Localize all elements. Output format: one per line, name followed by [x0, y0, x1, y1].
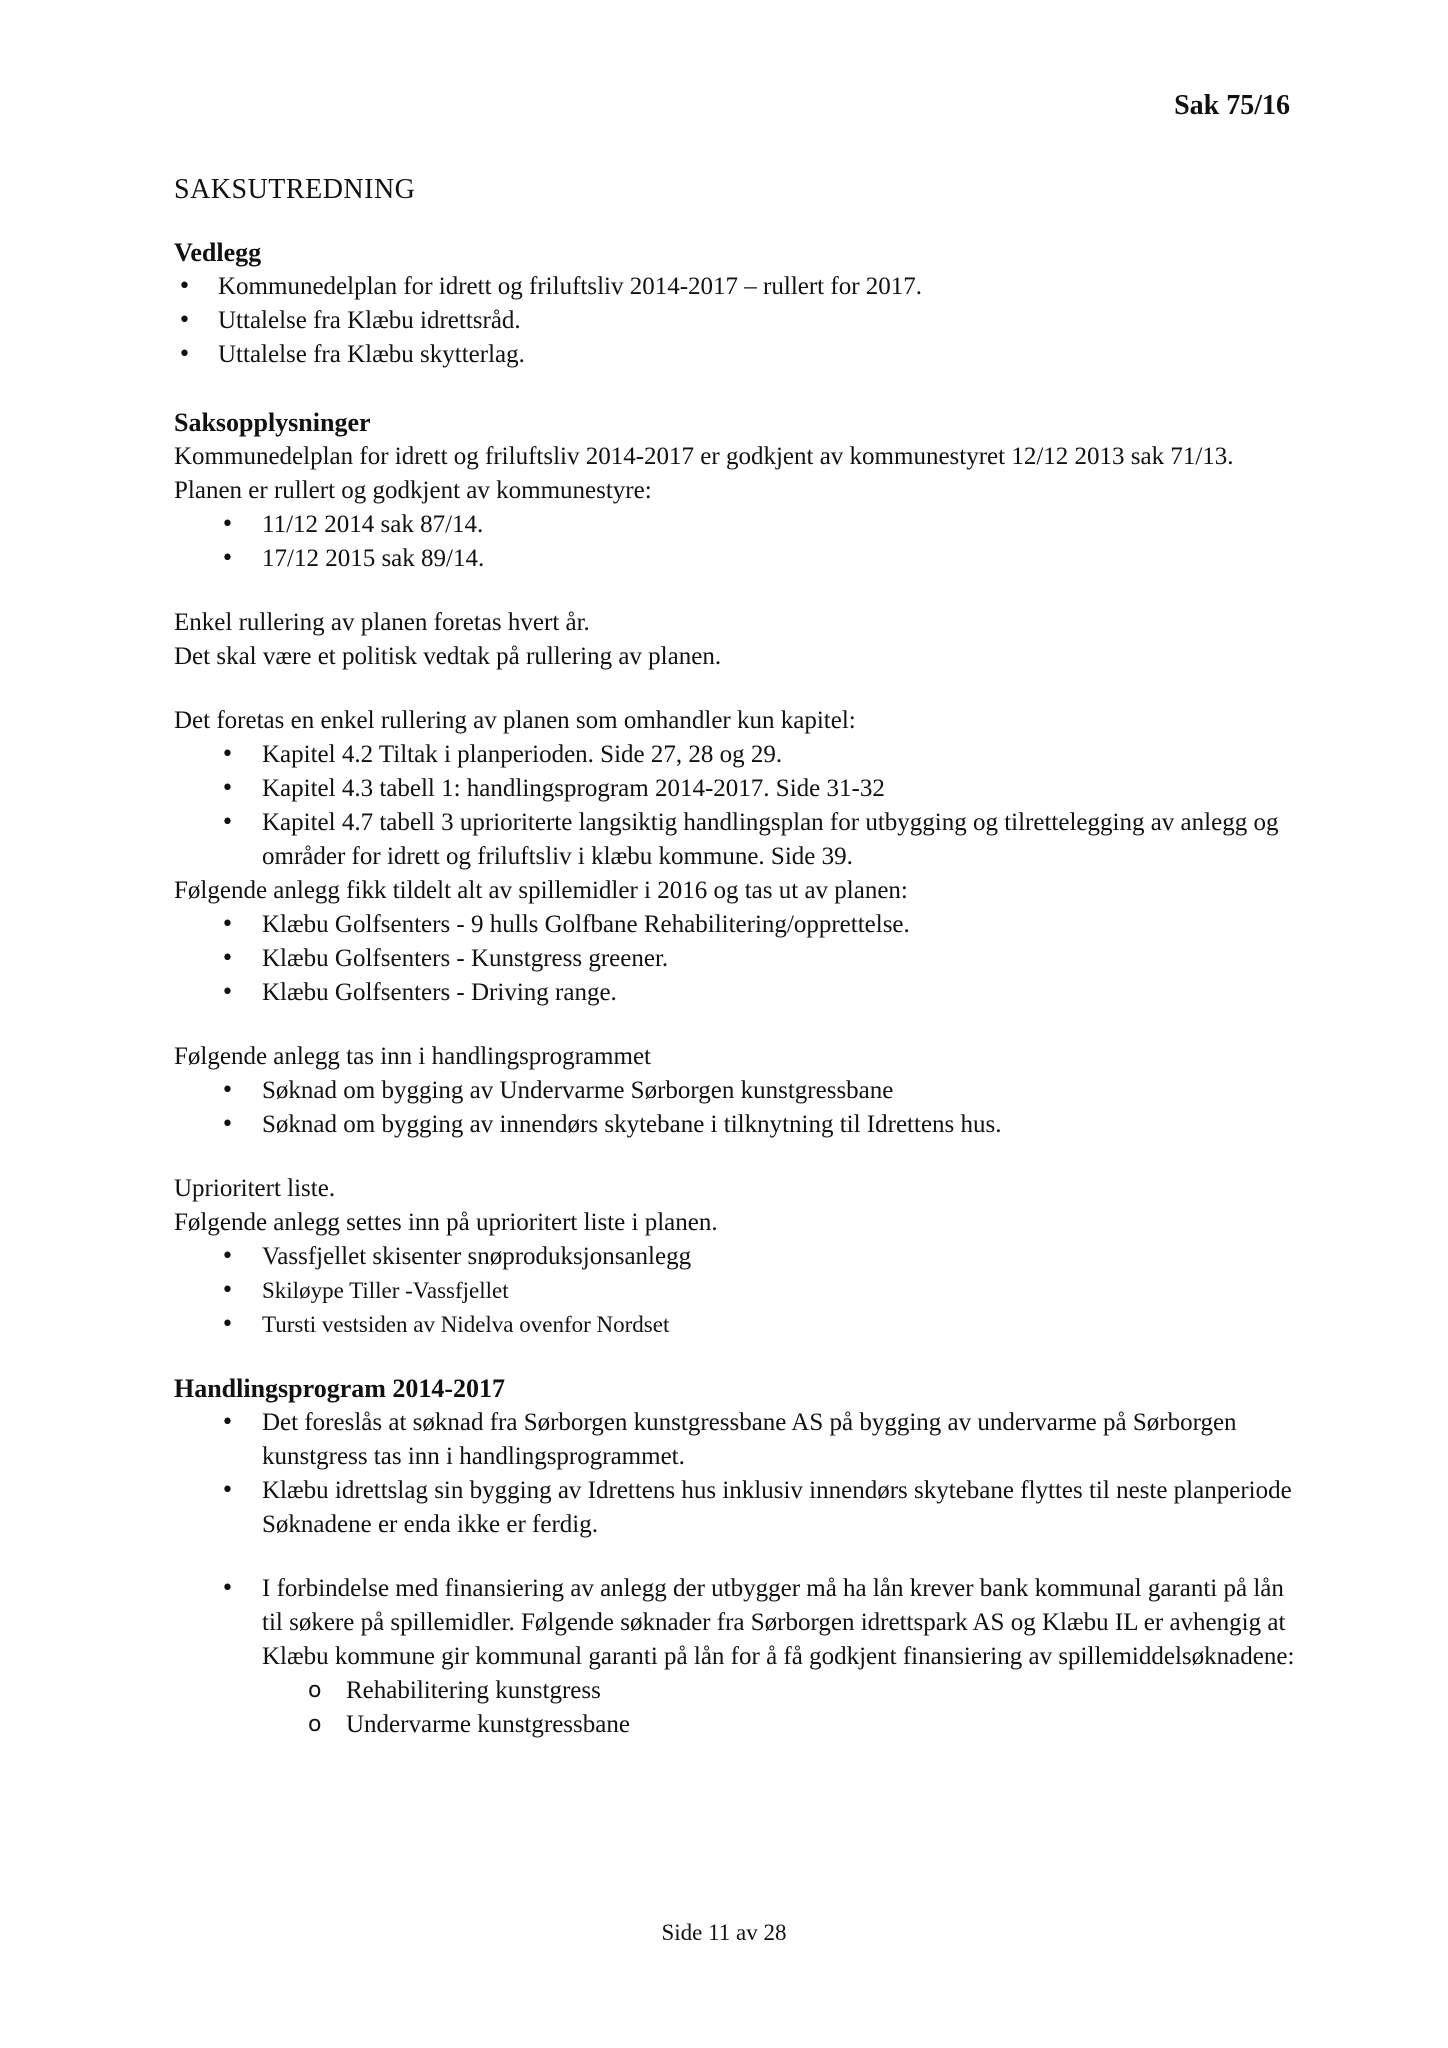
- paragraph: Enkel rullering av planen foretas hvert år.: [174, 609, 590, 636]
- handlingsprogram-heading: Handlingsprogram 2014-2017: [174, 1374, 506, 1403]
- list-item: • 11/12 2014 sak 87/14.: [174, 508, 1304, 542]
- list-item: • Kapitel 4.2 Tiltak i planperioden. Side 27, 28 og 29.: [174, 738, 1304, 772]
- list-item: • Klæbu Golfsenters - Driving range.: [174, 976, 1304, 1010]
- paragraph: Det foretas en enkel rullering av planen som omhandler kun kapitel:: [174, 707, 856, 734]
- list-item: • Søknad om bygging av Undervarme Sørborgen kunstgressbane: [174, 1074, 1304, 1108]
- paragraph: Følgende anlegg tas inn i handlingsprogrammet: [174, 1043, 651, 1070]
- list-item: • Uttalelse fra Klæbu idrettsråd.: [174, 304, 1304, 338]
- rollings-list: [174, 508, 1304, 576]
- added-list: [174, 1074, 1304, 1142]
- guarantee-sublist: [174, 1674, 1304, 1742]
- paragraph: Følgende anlegg fikk tildelt alt av spillemidler i 2016 og tas ut av planen:: [174, 877, 908, 904]
- list-item: • Tursti vestsiden av Nidelva ovenfor Nordset: [174, 1308, 1304, 1342]
- list-item: • 17/12 2015 sak 89/14.: [174, 542, 1304, 576]
- list-item: • Kapitel 4.3 tabell 1: handlingsprogram 2014-2017. Side 31-32: [174, 772, 1304, 806]
- list-item: o Undervarme kunstgressbane: [174, 1708, 1304, 1742]
- case-reference: Sak 75/16: [1174, 90, 1290, 121]
- list-item: • Klæbu idrettslag sin bygging av Idrettens hus inklusiv innendørs skytebane flyttes til neste planperiode Søknadene er enda ikke er ferdig.: [174, 1474, 1304, 1542]
- paragraph: Følgende anlegg settes inn på uprioritert liste i planen.: [174, 1209, 718, 1236]
- list-item: o Rehabilitering kunstgress: [174, 1674, 1304, 1708]
- page-number: Side 11 av 28: [661, 1920, 787, 1945]
- list-item: • Kommunedelplan for idrett og friluftsliv 2014-2017 – rullert for 2017.: [174, 270, 1304, 304]
- document-content: [174, 172, 1304, 1742]
- removed-list: [174, 908, 1304, 1010]
- list-item: • Klæbu Golfsenters - 9 hulls Golfbane Rehabilitering/opprettelse.: [174, 908, 1304, 942]
- handlingsprogram-guarantee-list: [174, 1572, 1304, 1674]
- list-item: • Uttalelse fra Klæbu skytterlag.: [174, 338, 1304, 372]
- unprioritized-list: [174, 1240, 1304, 1342]
- saksopplysninger-heading: Saksopplysninger: [174, 408, 371, 437]
- paragraph: Planen er rullert og godkjent av kommunestyre:: [174, 477, 652, 504]
- paragraph: Kommunedelplan for idrett og friluftsliv 2014-2017 er godkjent av kommunestyret 12/12 2013 sak 71/13.: [174, 443, 1234, 470]
- chapters-list: [174, 738, 1304, 874]
- document-title: SAKSUTREDNING: [174, 174, 416, 205]
- list-item: • Klæbu Golfsenters - Kunstgress greener.: [174, 942, 1304, 976]
- vedlegg-heading: Vedlegg: [174, 238, 262, 267]
- vedlegg-list: [174, 270, 1304, 372]
- list-item: • Søknad om bygging av innendørs skytebane i tilknytning til Idrettens hus.: [174, 1108, 1304, 1142]
- list-item: • I forbindelse med finansiering av anlegg der utbygger må ha lån krever bank kommunal garanti på lån til søkere på spillemidler. Følgende søknader fra Sørborgen idrettspark AS og Klæbu IL er avhengig at Klæbu kommune gir kommunal garanti på lån for å få godkjent finansiering av spillemiddelsøknadene:: [174, 1572, 1304, 1674]
- list-item: • Det foreslås at søknad fra Sørborgen kunstgressbane AS på bygging av undervarme på Sørborgen kunstgress tas inn i handlingsprogrammet.: [174, 1406, 1304, 1474]
- paragraph: Uprioritert liste.: [174, 1175, 336, 1202]
- list-item: • Skiløype Tiller -Vassfjellet: [174, 1274, 1304, 1308]
- paragraph: Det skal være et politisk vedtak på rullering av planen.: [174, 643, 722, 670]
- list-item: • Vassfjellet skisenter snøproduksjonsanlegg: [174, 1240, 1304, 1274]
- list-item: • Kapitel 4.7 tabell 3 uprioriterte langsiktig handlingsplan for utbygging og tilrettelegging av anlegg og områder for idrett og friluftsliv i klæbu kommune. Side 39.: [174, 806, 1304, 874]
- handlingsprogram-list: [174, 1406, 1304, 1542]
